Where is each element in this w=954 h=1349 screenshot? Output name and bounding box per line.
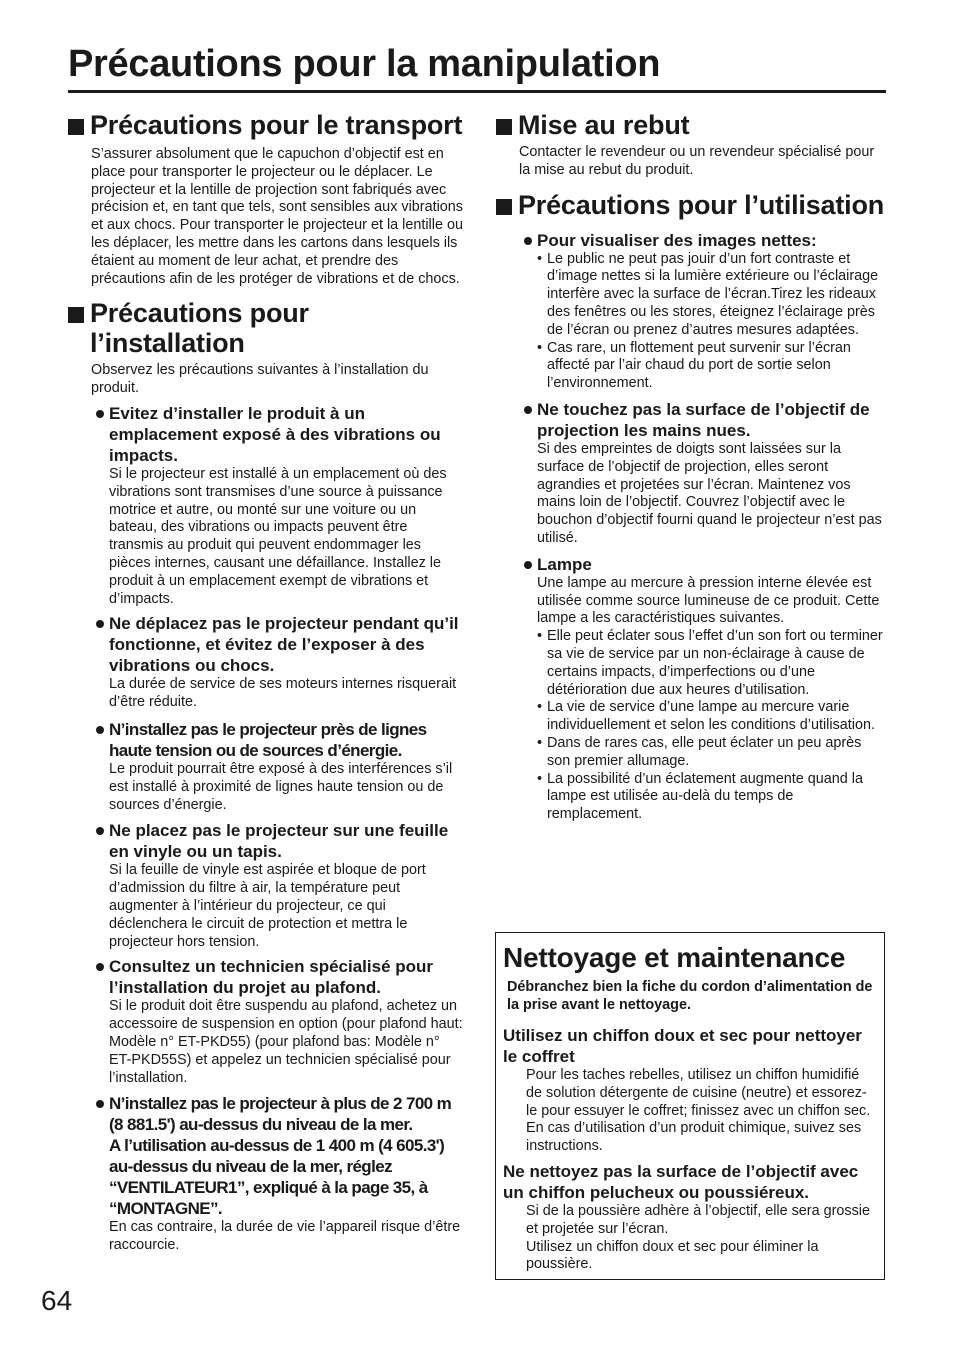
installation-item-heading: Ne déplacez pas le projecteur pendant qu’il fonctionne, et évitez de l’exposer à des vibrations ou chocs. <box>91 613 464 676</box>
installation-intro: Observez les précautions suivantes à l’installation du produit. <box>91 362 429 397</box>
installation-item-body: Si le projecteur est installé à un emplacement où des vibrations sont transmises d’une source à puissance motrice et autre, ou monté sur une voiture ou un bateau, des vibrations ou impacts peuvent être transmis au produit qui peuvent endommager les pièces internes, causant une défaillance. Installez le produit à un emplacement exempt de vibrations et d’impacts. <box>109 465 447 607</box>
maintenance-item-heading: Ne nettoyez pas la surface de l’objectif avec un chiffon pelucheux ou poussiéreux. <box>503 1161 859 1202</box>
installation-item-body: Le produit pourrait être exposé à des interférences s’il est installé à proximité de lignes haute tension ou de sources d’énergie. <box>109 760 453 813</box>
installation-item-body: En cas contraire, la durée de vie l’appareil risque d’être raccourcie. <box>109 1219 461 1254</box>
title-rule <box>68 90 886 93</box>
maintenance-box <box>495 932 885 1280</box>
square-bullet-icon <box>496 199 512 215</box>
installation-item-body: Si la feuille de vinyle est aspirée et bloque de port d’admission du filtre à air, la température peut augmenter à l’intérieur du projecteur, ce qui déclenchera le circuit de protection et mettra le projecteur hors tension. <box>109 862 426 950</box>
round-bullet-icon <box>96 1100 104 1108</box>
round-bullet-icon <box>96 726 104 734</box>
disposal-section <box>496 110 888 180</box>
square-bullet-icon <box>496 119 512 135</box>
maintenance-item-body: Pour les taches rebelles, utilisez un chiffon humidifié de solution détergente de cuisine (neutre) et essorez-le pour essuyer le coffret; finissez avec un chiffon sec. En cas d’utilisation d’un produit chimique, suivez ses instructions. <box>526 1067 871 1155</box>
usage-item-heading: Pour visualiser des images nettes: <box>519 230 888 251</box>
maintenance-warning: Débranchez bien la fiche du cordon d’alimentation de la prise avant le nettoyage. <box>507 979 873 1013</box>
installation-item <box>68 820 464 951</box>
usage-heading: Précautions pour l’utilisation <box>496 190 888 220</box>
usage-sub-list <box>537 628 888 824</box>
installation-heading: Précautions pour l’installation <box>68 298 464 358</box>
round-bullet-icon <box>96 620 104 628</box>
maintenance-item-heading: Utilisez un chiffon doux et sec pour nettoyer le coffret <box>503 1026 862 1066</box>
installation-item <box>68 403 464 608</box>
page-number: 64 <box>41 1285 73 1316</box>
usage-item-body: Si des empreintes de doigts sont laissées sur la surface de l’objectif de projection, elles seront agrandies et projetées sur l’écran. Maintenez vos mains loin de l’objectif. Couvrez l’objectif avec le bouchon d’objectif fourni quand le projecteur n’est pas utilisé. <box>537 440 882 546</box>
right-column <box>496 108 888 824</box>
installation-item-heading-continued: A l’utilisation au-dessus de 1 400 m (4 605.3') au-dessus du niveau de la mer, réglez “VENTILATEUR1”, expliqué à la page 35, à “MONTAGNE”. <box>109 1136 445 1219</box>
installation-item-body: Si le produit doit être suspendu au plafond, achetez un accessoire de suspension en option (pour plafond haut: Modèle n° ET-PKD55) (pour plafond bas: Modèle n° ET-PKD55S) et appelez un technicien spécialisé pour l’installation. <box>109 998 463 1086</box>
installation-section <box>68 298 464 1255</box>
list-item: • La possibilité d’un éclatement augmente quand la lampe est utilisée au-delà du temps de remplacement. <box>537 770 864 823</box>
square-bullet-icon <box>68 119 84 135</box>
installation-item <box>68 613 464 712</box>
list-item: • Elle peut éclater sous l’effet d’un son fort ou terminer sa vie de service par un non-éclairage à cause de certains impacts, d’imperfections ou d’une détérioration due aux heures d’utilisation. <box>537 628 883 698</box>
installation-item <box>68 719 464 814</box>
installation-item-heading: N’installez pas le projecteur près de lignes haute tension ou de sources d’énergie. <box>91 719 464 761</box>
installation-item <box>68 956 464 1087</box>
disposal-heading: Mise au rebut <box>496 110 888 140</box>
list-item: • Cas rare, un flottement peut survenir sur l’écran affecté par l’air chaud du port de sortie selon l’environnement. <box>537 339 851 392</box>
installation-item-heading: N’installez pas le projecteur à plus de 2 700 m (8 881.5') au-dessus du niveau de la mer. <box>91 1093 464 1135</box>
square-bullet-icon <box>68 307 84 323</box>
usage-item <box>496 399 888 548</box>
round-bullet-icon <box>524 561 532 569</box>
maintenance-item-body: Utilisez un chiffon doux et sec pour éliminer la poussière. <box>526 1238 819 1273</box>
usage-item <box>496 230 888 393</box>
round-bullet-icon <box>524 237 532 245</box>
usage-sub-list <box>537 251 888 393</box>
installation-item-heading: Consultez un technicien spécialisé pour l’installation du projet au plafond. <box>91 956 464 998</box>
maintenance-item-body: Si de la poussière adhère à l’objectif, elle sera grossie et projetée sur l’écran. <box>526 1202 870 1237</box>
maintenance-heading: Nettoyage et maintenance <box>503 942 846 973</box>
usage-item <box>496 554 888 824</box>
transport-heading: Précautions pour le transport <box>68 110 464 140</box>
installation-item-heading: Evitez d’installer le produit à un emplacement exposé à des vibrations ou impacts. <box>91 403 464 466</box>
round-bullet-icon <box>96 963 104 971</box>
list-item: • Le public ne peut pas jouir d’un fort contraste et d’image nettes si la lumière extérieure ou l’éclairage interfère avec la surface de l’écran.Tirez les rideaux des fenêtres ou les stores, éteignez l’éclairage près de l’écran ou prenez d’autres mesures adaptées. <box>537 250 879 338</box>
transport-section <box>68 110 464 288</box>
list-item: • La vie de service d’une lampe au mercure varie individuellement et selon les conditions d’utilisation. <box>537 699 875 734</box>
round-bullet-icon <box>96 827 104 835</box>
left-column <box>68 108 464 1255</box>
transport-body: S’assurer absolument que le capuchon d’objectif est en place pour transporter le projecteur ou le déplacer. Le projecteur et la lentille de projection sont fabriqués avec précision et, en tant que tels, sont sensibles aux vibrations et aux chocs. Pour transporter le projecteur et la lentille ou les déplacer, les mettre dans les cartons dans lesquels ils étaient au moment de leur achat, et prendre des précautions afin de les protéger de vibrations et de chocs. <box>91 146 463 287</box>
list-item: • Dans de rares cas, elle peut éclater un peu après son premier allumage. <box>537 734 862 769</box>
page-title: Précautions pour la manipulation <box>68 43 661 85</box>
usage-section <box>496 190 888 824</box>
round-bullet-icon <box>96 410 104 418</box>
usage-item-body: Une lampe au mercure à pression interne élevée est utilisée comme source lumineuse de ce produit. Cette lampe a les caractéristiques suivantes. <box>537 574 880 627</box>
usage-item-heading: Ne touchez pas la surface de l’objectif de projection les mains nues. <box>519 399 888 441</box>
round-bullet-icon <box>524 406 532 414</box>
installation-item <box>68 1093 464 1255</box>
installation-item-body: La durée de service de ses moteurs internes risquerait d’être réduite. <box>109 676 457 711</box>
installation-item-heading: Ne placez pas le projecteur sur une feuille en vinyle ou un tapis. <box>91 820 464 862</box>
usage-item-heading: Lampe <box>519 554 888 575</box>
disposal-body: Contacter le revendeur ou un revendeur spécialisé pour la mise au rebut du produit. <box>519 144 875 178</box>
